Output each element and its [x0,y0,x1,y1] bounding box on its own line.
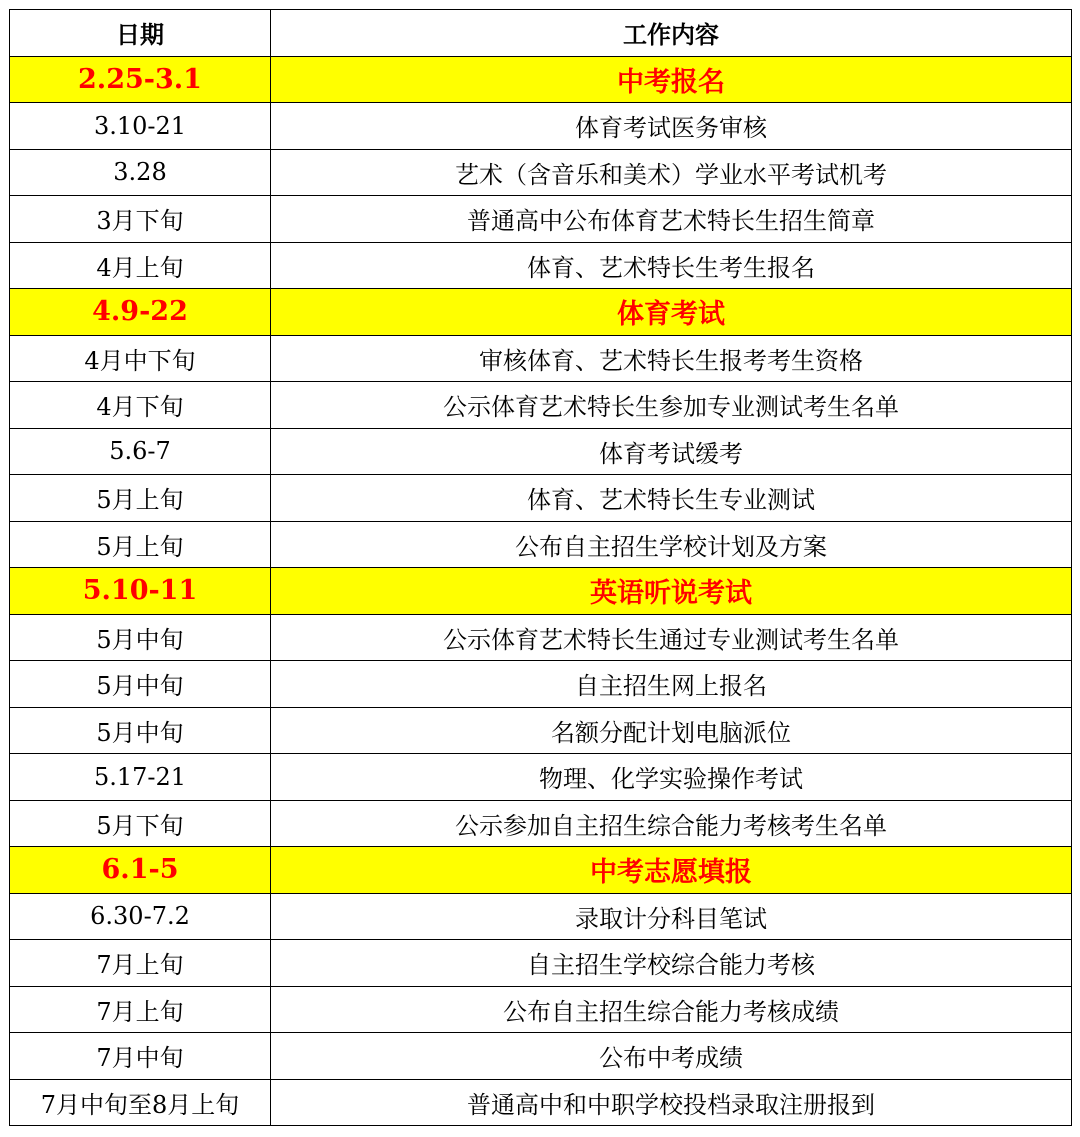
task-cell: 体育、艺术特长生专业测试 [271,475,1072,522]
date-cell: 5月中旬 [10,707,271,754]
date-cell: 4.9-22 [10,289,271,336]
task-cell: 公布自主招生学校计划及方案 [271,521,1072,568]
schedule-table [9,9,1072,1126]
date-cell: 3月下旬 [10,196,271,243]
date-cell: 5月下旬 [10,800,271,847]
task-cell: 审核体育、艺术特长生报考考生资格 [271,335,1072,382]
table-row [10,428,1072,475]
table-row [10,940,1072,987]
table-row [10,1079,1072,1126]
date-cell: 6.1-5 [10,847,271,894]
date-cell: 7月中旬至8月上旬 [10,1079,271,1126]
table-row [10,382,1072,429]
task-cell: 体育、艺术特长生考生报名 [271,242,1072,289]
task-cell: 公示体育艺术特长生参加专业测试考生名单 [271,382,1072,429]
task-cell: 录取计分科目笔试 [271,893,1072,940]
date-cell: 7月上旬 [10,986,271,1033]
table-row [10,800,1072,847]
task-column-header: 工作内容 [271,10,1072,57]
date-cell: 2.25-3.1 [10,56,271,103]
task-cell: 自主招生学校综合能力考核 [271,940,1072,987]
table-row [10,893,1072,940]
date-column-header: 日期 [10,10,271,57]
milestone-row [10,289,1072,336]
schedule-body [10,56,1072,1126]
task-cell: 普通高中和中职学校投档录取注册报到 [271,1079,1072,1126]
task-cell: 公布自主招生综合能力考核成绩 [271,986,1072,1033]
table-row [10,1033,1072,1080]
milestone-row [10,56,1072,103]
task-cell: 体育考试 [271,289,1072,336]
table-row [10,196,1072,243]
task-cell: 自主招生网上报名 [271,661,1072,708]
date-cell: 4月上旬 [10,242,271,289]
table-row [10,986,1072,1033]
task-cell: 体育考试医务审核 [271,103,1072,150]
date-cell: 4月中下旬 [10,335,271,382]
table-row [10,707,1072,754]
table-row [10,661,1072,708]
task-cell: 体育考试缓考 [271,428,1072,475]
task-cell: 物理、化学实验操作考试 [271,754,1072,801]
task-cell: 艺术（含音乐和美术）学业水平考试机考 [271,149,1072,196]
table-row [10,754,1072,801]
task-cell: 英语听说考试 [271,568,1072,615]
task-cell: 普通高中公布体育艺术特长生招生简章 [271,196,1072,243]
date-cell: 7月上旬 [10,940,271,987]
date-cell: 3.10-21 [10,103,271,150]
date-cell: 5.6-7 [10,428,271,475]
date-cell: 6.30-7.2 [10,893,271,940]
table-row [10,521,1072,568]
milestone-row [10,847,1072,894]
date-cell: 7月中旬 [10,1033,271,1080]
date-cell: 5.17-21 [10,754,271,801]
task-cell: 中考志愿填报 [271,847,1072,894]
table-row [10,149,1072,196]
task-cell: 公示参加自主招生综合能力考核考生名单 [271,800,1072,847]
task-cell: 名额分配计划电脑派位 [271,707,1072,754]
header-row [10,10,1072,57]
date-cell: 5月上旬 [10,475,271,522]
table-row [10,103,1072,150]
table-row [10,614,1072,661]
task-cell: 公布中考成绩 [271,1033,1072,1080]
date-cell: 4月下旬 [10,382,271,429]
task-cell: 公示体育艺术特长生通过专业测试考生名单 [271,614,1072,661]
date-cell: 5月中旬 [10,614,271,661]
table-row [10,335,1072,382]
table-row [10,475,1072,522]
date-cell: 5月上旬 [10,521,271,568]
task-cell: 中考报名 [271,56,1072,103]
milestone-row [10,568,1072,615]
date-cell: 3.28 [10,149,271,196]
date-cell: 5月中旬 [10,661,271,708]
table-row [10,242,1072,289]
date-cell: 5.10-11 [10,568,271,615]
